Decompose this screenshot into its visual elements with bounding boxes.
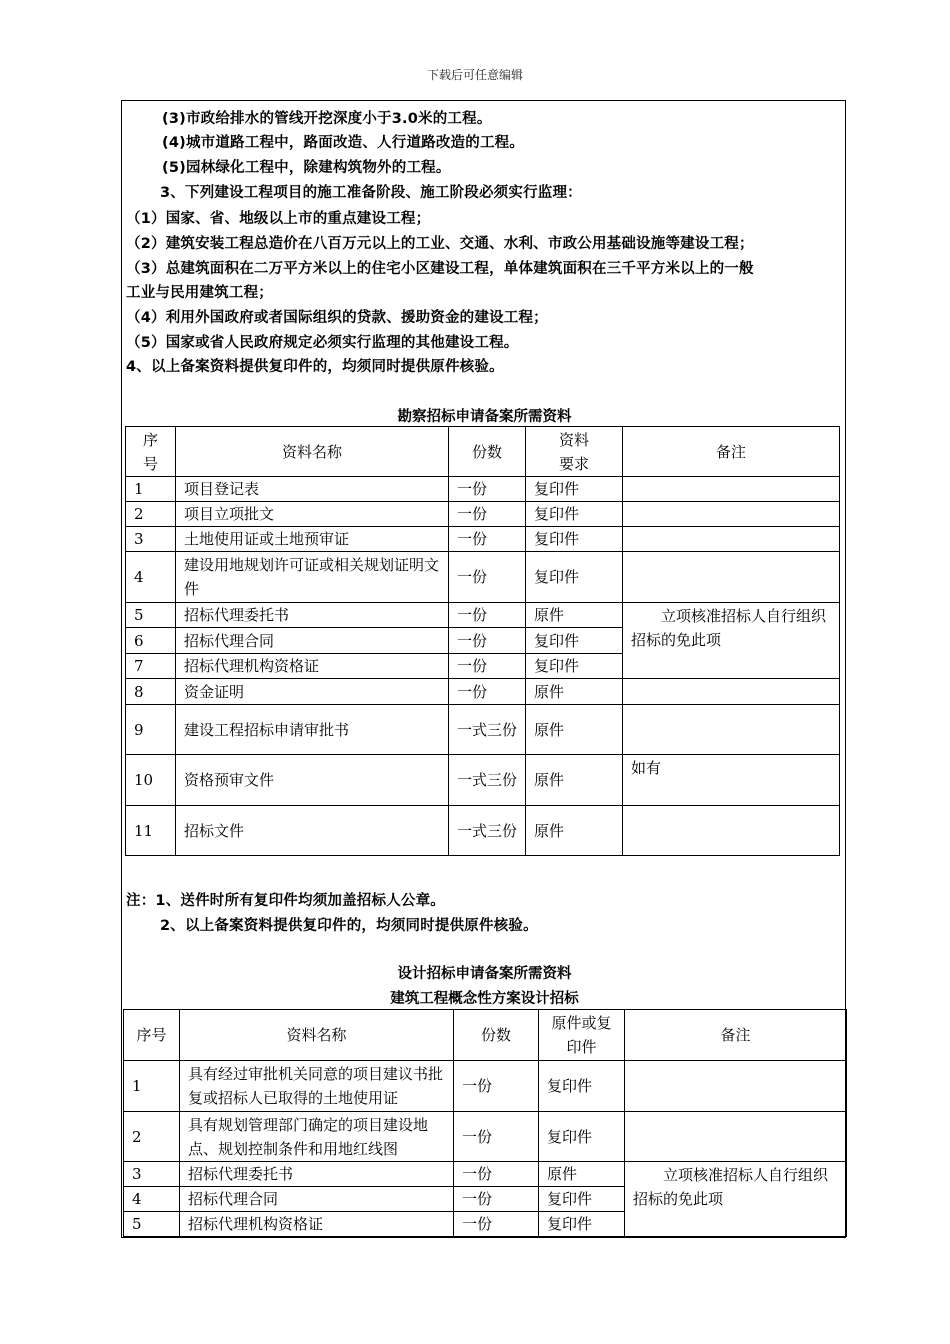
table-row — [126, 705, 840, 755]
cell-seq: 5 — [126, 603, 176, 628]
cell-count: 一份 — [449, 552, 526, 603]
cell-count: 一份 — [454, 1212, 539, 1237]
intro-line: （1）国家、省、地级以上市的重点建设工程； — [126, 211, 431, 227]
cell-remark — [623, 679, 840, 705]
cell-requirement: 原件 — [526, 603, 623, 628]
cell-remark-merged: 立项核准招标人自行组织招标的免此项 — [623, 603, 840, 679]
intro-line: （3）总建筑面积在二万平方米以上的住宅小区建设工程，单体建筑面积在三千平方米以上的一般 — [126, 261, 754, 277]
cell-remark — [625, 1061, 847, 1112]
cell-seq: 10 — [126, 755, 176, 806]
cell-seq: 2 — [126, 502, 176, 527]
cell-remark — [625, 1112, 847, 1162]
cell-name: 招标代理机构资格证 — [180, 1212, 454, 1237]
cell-name: 土地使用证或土地预审证 — [176, 527, 449, 552]
cell-name: 建设用地规划许可证或相关规划证明文件 — [176, 552, 449, 603]
table2-title: 设计招标申请备案所需资料 — [397, 966, 572, 982]
cell-requirement: 复印件 — [526, 527, 623, 552]
table-row — [126, 527, 840, 552]
cell-count: 一份 — [454, 1061, 539, 1112]
cell-count: 一份 — [449, 679, 526, 705]
cell-count: 一份 — [454, 1187, 539, 1212]
cell-name: 建设工程招标申请审批书 — [176, 705, 449, 755]
header-count: 份数 — [454, 1010, 539, 1061]
cell-seq: 3 — [126, 527, 176, 552]
table-row — [124, 1112, 847, 1162]
table-row — [124, 1061, 847, 1112]
cell-seq: 6 — [126, 628, 176, 654]
note-line: 注：1、送件时所有复印件均须加盖招标人公章。 — [126, 893, 445, 909]
cell-name: 具有规划管理部门确定的项目建设地点、规划控制条件和用地红线图 — [180, 1112, 454, 1162]
cell-requirement: 复印件 — [526, 502, 623, 527]
cell-count: 一份 — [449, 628, 526, 654]
table2-subtitle: 建筑工程概念性方案设计招标 — [390, 991, 579, 1007]
intro-line: (5)园林绿化工程中，除建构筑物外的工程。 — [162, 160, 451, 176]
table-row — [126, 806, 840, 856]
cell-original-or-copy: 复印件 — [539, 1212, 625, 1237]
cell-remark: 如有 — [623, 755, 840, 806]
table-header-row — [124, 1010, 847, 1061]
design-materials-table — [123, 1009, 847, 1237]
cell-name: 具有经过审批机关同意的项目建议书批复或招标人已取得的土地使用证 — [180, 1061, 454, 1112]
document-frame — [121, 100, 846, 1238]
cell-count: 一份 — [454, 1112, 539, 1162]
cell-requirement: 原件 — [526, 679, 623, 705]
header-name: 资料名称 — [180, 1010, 454, 1061]
cell-requirement: 复印件 — [526, 654, 623, 679]
cell-seq: 2 — [124, 1112, 180, 1162]
header-seq: 序 号 — [126, 427, 176, 477]
cell-count: 一式三份 — [449, 705, 526, 755]
cell-name: 招标代理合同 — [176, 628, 449, 654]
intro-line: (3)市政给排水的管线开挖深度小于3.0米的工程。 — [162, 111, 492, 127]
cell-count: 一份 — [454, 1162, 539, 1187]
cell-count: 一份 — [449, 603, 526, 628]
table-row — [126, 679, 840, 705]
header-seq: 序号 — [124, 1010, 180, 1061]
table1-title: 勘察招标申请备案所需资料 — [397, 409, 572, 425]
cell-count: 一份 — [449, 654, 526, 679]
table-row — [126, 603, 840, 628]
intro-line: （4）利用外国政府或者国际组织的贷款、援助资金的建设工程； — [126, 310, 548, 326]
cell-seq: 8 — [126, 679, 176, 705]
cell-requirement: 复印件 — [526, 552, 623, 603]
cell-requirement: 复印件 — [526, 477, 623, 502]
cell-name: 招标代理机构资格证 — [176, 654, 449, 679]
intro-line: （5）国家或省人民政府规定必须实行监理的其他建设工程。 — [126, 335, 519, 351]
cell-name: 项目登记表 — [176, 477, 449, 502]
header-requirement: 资料 要求 — [526, 427, 623, 477]
cell-count: 一式三份 — [449, 806, 526, 856]
cell-seq: 3 — [124, 1162, 180, 1187]
cell-seq: 9 — [126, 705, 176, 755]
intro-line: (4)城市道路工程中，路面改造、人行道路改造的工程。 — [162, 135, 525, 151]
cell-remark — [623, 705, 840, 755]
cell-remark — [623, 502, 840, 527]
header-original-or-copy: 原件或复 印件 — [539, 1010, 625, 1061]
cell-requirement: 复印件 — [526, 628, 623, 654]
note-line: 2、以上备案资料提供复印件的，均须同时提供原件核验。 — [160, 918, 538, 934]
intro-line: 3、下列建设工程项目的施工准备阶段、施工阶段必须实行监理： — [160, 185, 582, 201]
table-row — [126, 552, 840, 603]
header-name: 资料名称 — [176, 427, 449, 477]
header-remark: 备注 — [623, 427, 840, 477]
cell-count: 一份 — [449, 502, 526, 527]
intro-line: （2）建筑安装工程总造价在八百万元以上的工业、交通、水利、市政公用基础设施等建设工程； — [126, 236, 754, 252]
table-row — [126, 502, 840, 527]
header-remark: 备注 — [625, 1010, 847, 1061]
cell-remark — [623, 477, 840, 502]
cell-seq: 4 — [124, 1187, 180, 1212]
cell-count: 一式三份 — [449, 755, 526, 806]
page-header: 下载后可任意编辑 — [426, 68, 523, 82]
cell-seq: 1 — [124, 1061, 180, 1112]
cell-name: 资金证明 — [176, 679, 449, 705]
table-row — [126, 477, 840, 502]
cell-name: 招标代理委托书 — [180, 1162, 454, 1187]
cell-original-or-copy: 复印件 — [539, 1187, 625, 1212]
table-row — [126, 755, 840, 806]
cell-seq: 5 — [124, 1212, 180, 1237]
cell-original-or-copy: 原件 — [539, 1162, 625, 1187]
cell-requirement: 原件 — [526, 705, 623, 755]
header-count: 份数 — [449, 427, 526, 477]
cell-remark — [623, 552, 840, 603]
cell-remark — [623, 527, 840, 552]
cell-seq: 7 — [126, 654, 176, 679]
cell-name: 招标文件 — [176, 806, 449, 856]
table-header-row — [126, 427, 840, 477]
intro-line: 4、以上备案资料提供复印件的，均须同时提供原件核验。 — [126, 359, 504, 375]
intro-line: 工业与民用建筑工程； — [126, 285, 273, 301]
cell-requirement: 原件 — [526, 806, 623, 856]
cell-original-or-copy: 复印件 — [539, 1061, 625, 1112]
cell-count: 一份 — [449, 477, 526, 502]
cell-name: 资格预审文件 — [176, 755, 449, 806]
cell-original-or-copy: 复印件 — [539, 1112, 625, 1162]
cell-remark — [623, 806, 840, 856]
table-row — [124, 1162, 847, 1187]
cell-name: 项目立项批文 — [176, 502, 449, 527]
cell-seq: 1 — [126, 477, 176, 502]
cell-requirement: 原件 — [526, 755, 623, 806]
cell-remark-merged: 立项核准招标人自行组织招标的免此项 — [625, 1162, 847, 1237]
cell-name: 招标代理委托书 — [176, 603, 449, 628]
cell-seq: 4 — [126, 552, 176, 603]
survey-materials-table — [125, 426, 840, 856]
cell-name: 招标代理合同 — [180, 1187, 454, 1212]
cell-count: 一份 — [449, 527, 526, 552]
cell-seq: 11 — [126, 806, 176, 856]
